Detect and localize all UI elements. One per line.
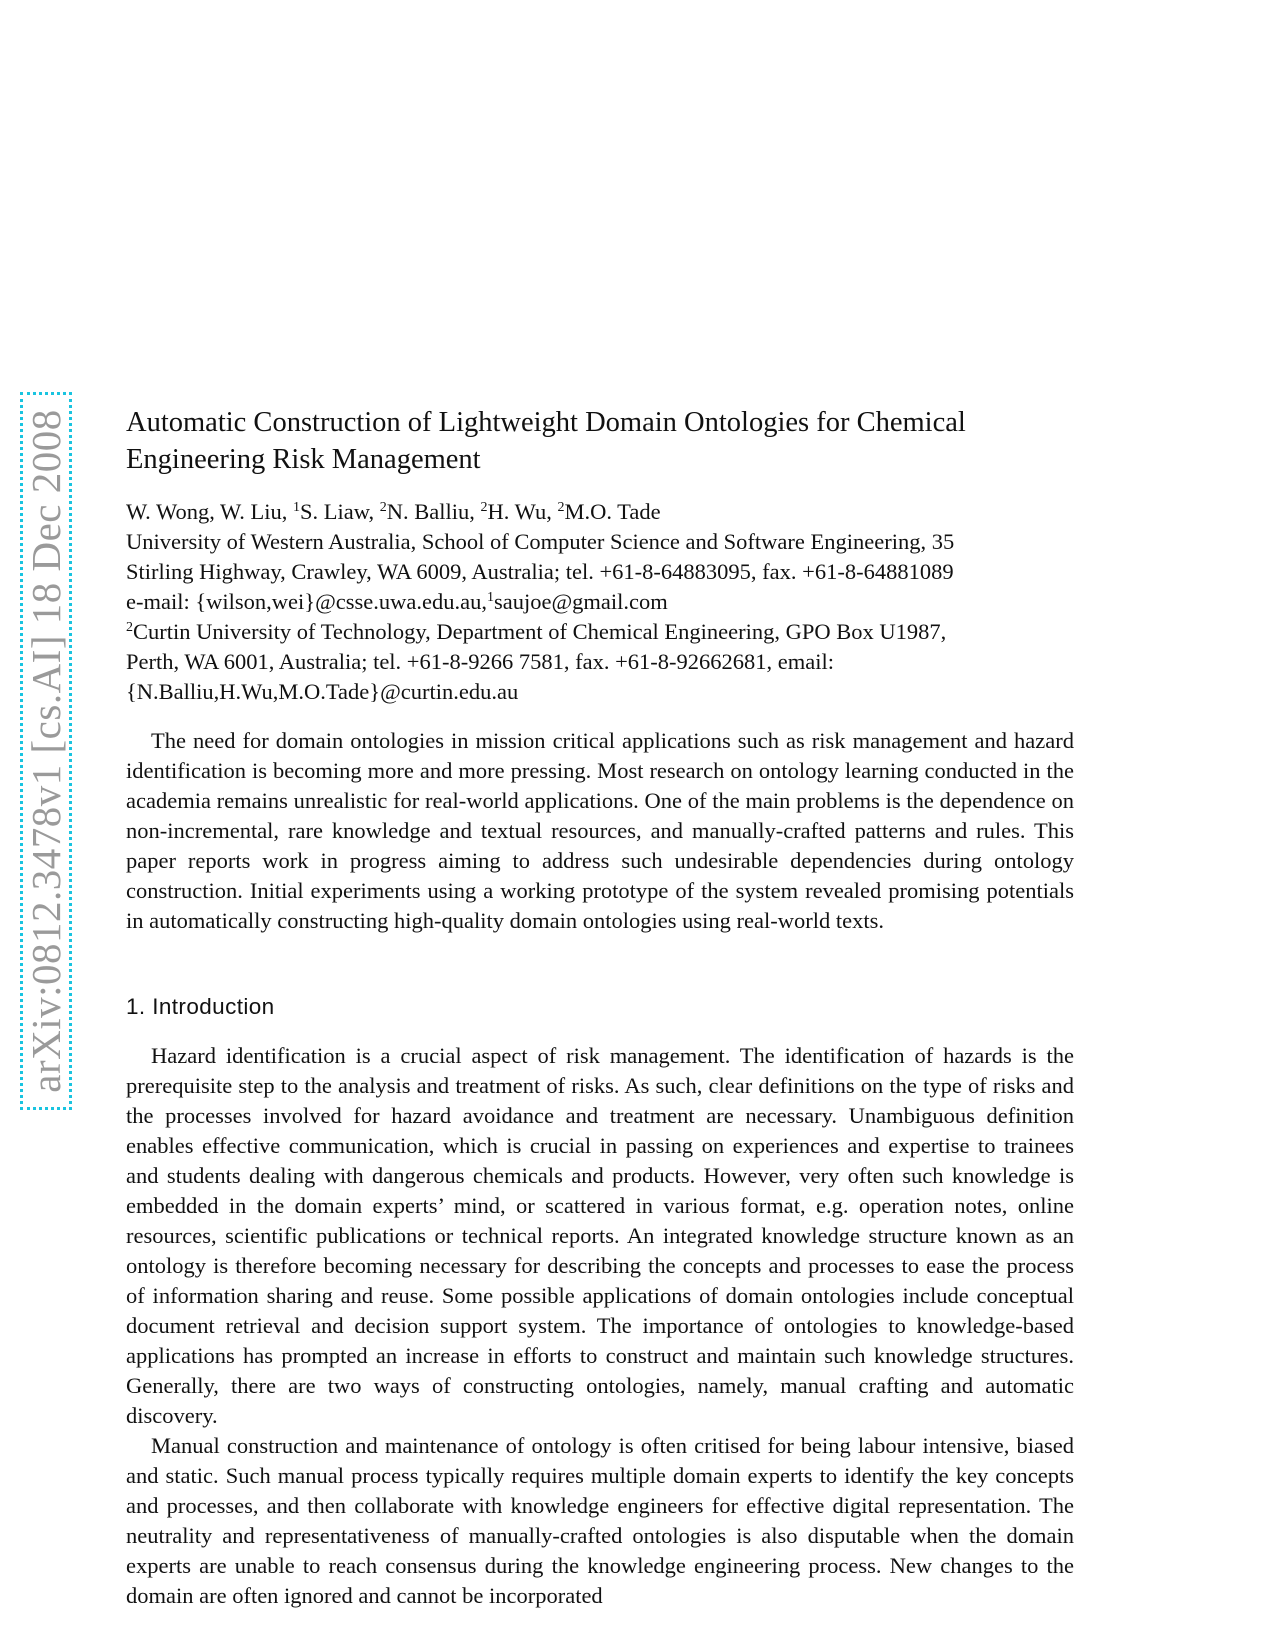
author-text: M.O. Tade xyxy=(564,499,661,524)
paragraph: Manual construction and maintenance of ontology is often critised for being labour intensive, biased and static. Such manual process typically requires multiple domain experts to identify the key concepts and processes, and then collaborate with knowledge engineers for effective digital representation. The neutrality and representativeness of manually-crafted ontologies is also disputable when the domain experts are unable to reach consensus during the knowledge engineering process. New changes to the domain are often ignored and cannot be incorporated xyxy=(126,1433,1074,1608)
abstract: The need for domain ontologies in mission critical applications such as risk management and hazard identification is becoming more and more pressing. Most research on ontology learning conducted in the academia remains unrealistic for real-world applications. One of the main problems is the dependence on non-incremental, rare knowledge and textual resources, and manually-crafted patterns and rules. This paper reports work in progress aiming to address such undesirable dependencies during ontology construction. Initial experiments using a working prototype of the system revealed promising potentials in automatically constructing high-quality domain ontologies using real-world texts. xyxy=(126,728,1074,933)
affiliations xyxy=(126,527,1074,707)
affiliation-curtin-mark: 2 xyxy=(126,620,133,635)
author-mark: 2 xyxy=(557,500,565,515)
title-line-1: Automatic Construction of Lightweight Domain Ontologies for Chemical xyxy=(126,407,966,438)
paper-title xyxy=(126,404,1074,478)
author-text: H. Wu, xyxy=(487,499,558,524)
arxiv-stamp: arXiv:0812.3478v1 [cs.AI] 18 Dec 2008 xyxy=(23,409,69,1093)
paragraph: Hazard identification is a crucial aspect of risk management. The identification of hazards is the prerequisite step to the analysis and treatment of risks. As such, clear definitions on the type of risks and the processes involved for hazard avoidance and treatment are necessary. Unambiguous definition enables effective communication, which is crucial in passing on experiences and expertise to trainees and students dealing with dangerous chemicals and products. However, very often such knowledge is embedded in the domain experts’ mind, or scattered in various format, e.g. operation notes, online resources, scientific publications or technical reports. An integrated knowledge structure known as an ontology is therefore becoming necessary for describing the concepts and processes to ease the process of information sharing and reuse. Some possible applications of domain ontologies include conceptual document retrieval and decision support system. The importance of ontologies to knowledge-based applications has prompted an increase in efforts to construct and maintain such knowledge structures. Generally, there are two ways of constructing ontologies, namely, manual crafting and automatic discovery. xyxy=(126,1043,1074,1428)
email-text: e-mail: {wilson,wei}@csse.uwa.edu.au, xyxy=(126,589,487,614)
affiliation-uwa-line-2: Stirling Highway, Crawley, WA 6009, Australia; tel. +61-8-64883095, fax. +61-8-64881089 xyxy=(126,559,954,584)
affiliation-uwa-line-1: University of Western Australia, School of Computer Science and Software Engineering, 35 xyxy=(126,529,955,554)
author-text: N. Balliu, xyxy=(386,499,481,524)
author-mark: 2 xyxy=(379,500,387,515)
email-uwa xyxy=(126,589,668,614)
affiliation-curtin-line-2: Perth, WA 6001, Australia; tel. +61-8-9266 7581, fax. +61-8-92662681, email: xyxy=(126,649,834,674)
author-list xyxy=(126,497,1074,527)
email-text: saujoe@gmail.com xyxy=(493,589,668,614)
author-mark: 1 xyxy=(292,500,300,515)
email-curtin: {N.Balliu,H.Wu,M.O.Tade}@curtin.edu.au xyxy=(126,679,519,704)
affiliation-curtin-line-1: Curtin University of Technology, Department of Chemical Engineering, GPO Box U1987, xyxy=(133,619,947,644)
section-heading: 1. Introduction xyxy=(126,994,275,1019)
email-mark: 1 xyxy=(486,590,494,605)
author-text: W. Wong, W. Liu, xyxy=(126,499,293,524)
author-mark: 2 xyxy=(480,500,488,515)
title-line-2: Engineering Risk Management xyxy=(126,444,481,475)
author-text: S. Liaw, xyxy=(299,499,380,524)
introduction-body xyxy=(126,1041,1074,1611)
